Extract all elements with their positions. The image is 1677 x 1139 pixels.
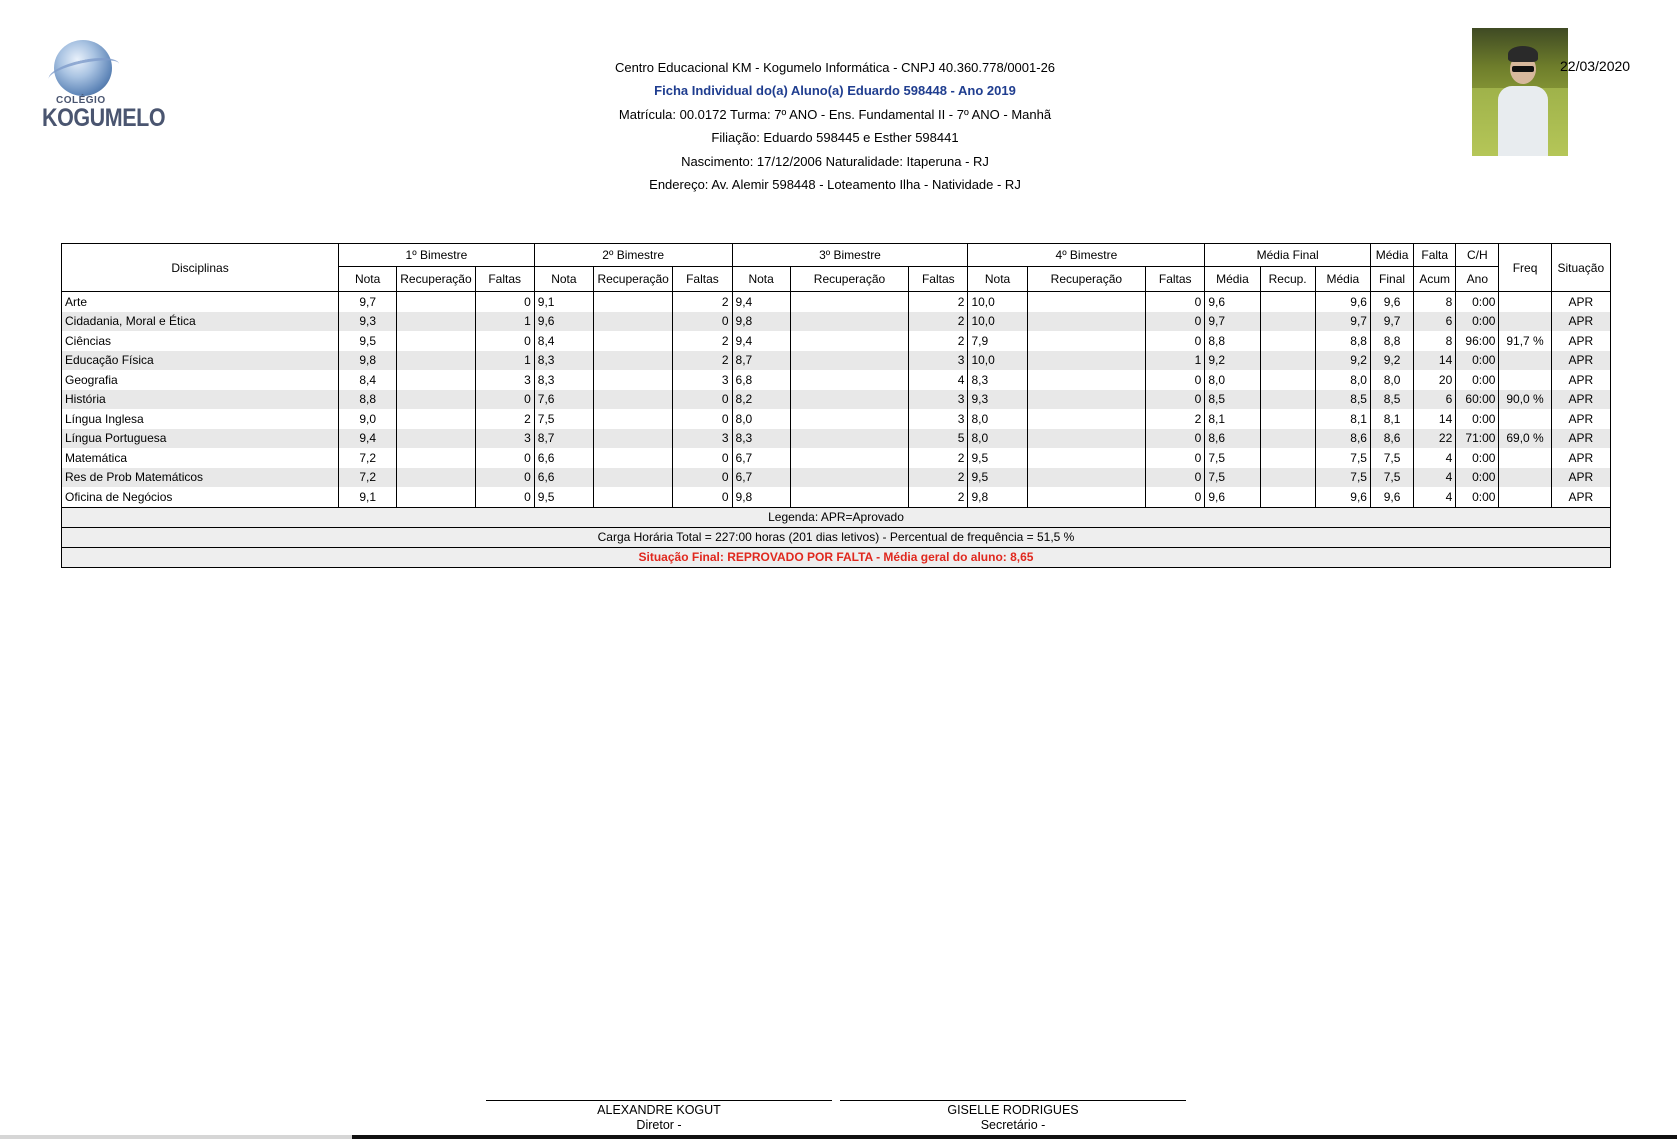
table-row — [62, 312, 1611, 332]
cell-ch: 0:00 — [1456, 409, 1499, 429]
sub-faltas: Faltas — [475, 267, 534, 292]
cell-r3 — [790, 390, 908, 410]
cell-r2 — [594, 292, 673, 312]
cell-n4: 10,0 — [968, 292, 1027, 312]
cell-f3: 2 — [909, 448, 968, 468]
cell-n4: 10,0 — [968, 351, 1027, 371]
cell-n3: 9,8 — [732, 312, 790, 332]
cell-r2 — [594, 351, 673, 371]
legend-row: Legenda: APR=Aprovado — [62, 507, 1611, 527]
cell-f4: 2 — [1146, 409, 1205, 429]
cell-f3: 2 — [909, 468, 968, 488]
cell-r1 — [397, 468, 475, 488]
logo-big-text: KOGUMELO — [42, 104, 166, 132]
cell-ch: 0:00 — [1456, 312, 1499, 332]
cell-med: 8,0 — [1205, 370, 1260, 390]
signature-line — [840, 1100, 1186, 1101]
cell-r3 — [790, 312, 908, 332]
col-disciplinas: Disciplinas — [62, 244, 339, 292]
table-row — [62, 487, 1611, 507]
cell-med2: 9,6 — [1315, 487, 1370, 507]
cell-n1: 8,8 — [339, 390, 397, 410]
cell-mfinal: 7,5 — [1370, 468, 1413, 488]
cell-facum: 14 — [1414, 409, 1456, 429]
cell-disc: Educação Física — [62, 351, 339, 371]
cell-r1 — [397, 292, 475, 312]
cell-f2: 0 — [673, 448, 732, 468]
cell-r4 — [1027, 429, 1145, 449]
cell-rec — [1260, 429, 1315, 449]
cell-freq — [1499, 409, 1551, 429]
cell-r1 — [397, 429, 475, 449]
cell-disc: Língua Portuguesa — [62, 429, 339, 449]
cell-rec — [1260, 390, 1315, 410]
signature-director — [486, 1100, 832, 1133]
filiacao-line: Filiação: Eduardo 598445 e Esther 598441 — [711, 130, 959, 146]
cell-r3 — [790, 370, 908, 390]
cell-n2: 8,3 — [534, 351, 593, 371]
cell-mfinal: 7,5 — [1370, 448, 1413, 468]
cell-f4: 0 — [1146, 312, 1205, 332]
cell-r2 — [594, 331, 673, 351]
cell-n4: 9,5 — [968, 448, 1027, 468]
cell-n4: 8,0 — [968, 429, 1027, 449]
cell-f4: 0 — [1146, 448, 1205, 468]
cell-r4 — [1027, 312, 1145, 332]
cell-n3: 6,7 — [732, 448, 790, 468]
cell-sit: APR — [1551, 487, 1610, 507]
grades-table — [61, 243, 1611, 568]
cell-facum: 6 — [1414, 390, 1456, 410]
page-bottom-bar — [0, 1135, 1677, 1139]
col-media-final: Média Final — [1205, 244, 1371, 267]
cell-r1 — [397, 370, 475, 390]
cell-n1: 9,3 — [339, 312, 397, 332]
cell-facum: 14 — [1414, 351, 1456, 371]
sub-media: Média — [1205, 267, 1260, 292]
cell-f2: 2 — [673, 351, 732, 371]
cell-facum: 4 — [1414, 468, 1456, 488]
cell-med2: 9,2 — [1315, 351, 1370, 371]
cell-r4 — [1027, 351, 1145, 371]
col-bimestre-2: 2º Bimestre — [534, 244, 732, 267]
sub-nota: Nota — [339, 267, 397, 292]
cell-rec — [1260, 331, 1315, 351]
cell-med2: 8,5 — [1315, 390, 1370, 410]
cell-f3: 3 — [909, 390, 968, 410]
cell-r1 — [397, 448, 475, 468]
cell-facum: 8 — [1414, 292, 1456, 312]
cell-freq — [1499, 370, 1551, 390]
cell-f2: 3 — [673, 370, 732, 390]
cell-ch: 0:00 — [1456, 351, 1499, 371]
cell-n4: 8,3 — [968, 370, 1027, 390]
sub-faltas: Faltas — [1146, 267, 1205, 292]
cell-r1 — [397, 312, 475, 332]
table-row — [62, 331, 1611, 351]
cell-r4 — [1027, 331, 1145, 351]
col-media: Média — [1370, 244, 1413, 267]
sub-nota: Nota — [732, 267, 790, 292]
cell-f3: 2 — [909, 487, 968, 507]
cell-sit: APR — [1551, 448, 1610, 468]
cell-r2 — [594, 429, 673, 449]
cell-f2: 0 — [673, 312, 732, 332]
cell-r2 — [594, 370, 673, 390]
final-status-row: Situação Final: REPROVADO POR FALTA - Média geral do aluno: 8,65 — [62, 547, 1611, 567]
cell-facum: 4 — [1414, 448, 1456, 468]
cell-med: 8,6 — [1205, 429, 1260, 449]
cell-ch: 96:00 — [1456, 331, 1499, 351]
cell-r1 — [397, 390, 475, 410]
cell-rec — [1260, 351, 1315, 371]
table-row — [62, 390, 1611, 410]
sub-recuperacao: Recuperação — [790, 267, 908, 292]
cell-sit: APR — [1551, 312, 1610, 332]
cell-rec — [1260, 370, 1315, 390]
document-date: 22/03/2020 — [1560, 58, 1631, 74]
signature-name: ALEXANDRE KOGUT — [597, 1103, 721, 1117]
cell-mfinal: 9,2 — [1370, 351, 1413, 371]
cell-f3: 5 — [909, 429, 968, 449]
cell-mfinal: 8,0 — [1370, 370, 1413, 390]
table-row — [62, 468, 1611, 488]
matricula-line: Matrícula: 00.0172 Turma: 7º ANO - Ens. Fundamental II - 7º ANO - Manhã — [618, 106, 1052, 122]
cell-ch: 60:00 — [1456, 390, 1499, 410]
cell-f1: 0 — [475, 487, 534, 507]
cell-r2 — [594, 409, 673, 429]
cell-f4: 0 — [1146, 390, 1205, 410]
cell-n4: 9,3 — [968, 390, 1027, 410]
cell-rec — [1260, 312, 1315, 332]
cell-n3: 6,7 — [732, 468, 790, 488]
signature-role: Diretor - — [636, 1118, 682, 1132]
cell-r1 — [397, 331, 475, 351]
cell-f1: 1 — [475, 351, 534, 371]
cell-med2: 7,5 — [1315, 468, 1370, 488]
cell-freq — [1499, 351, 1551, 371]
cell-n1: 8,4 — [339, 370, 397, 390]
cell-r3 — [790, 409, 908, 429]
table-row — [62, 409, 1611, 429]
cell-f1: 0 — [475, 448, 534, 468]
cell-r4 — [1027, 390, 1145, 410]
sub-recuperacao: Recuperação — [1027, 267, 1145, 292]
cell-facum: 8 — [1414, 331, 1456, 351]
cell-r2 — [594, 487, 673, 507]
cell-med: 9,7 — [1205, 312, 1260, 332]
cell-disc: Matemática — [62, 448, 339, 468]
document-title: Ficha Individual do(a) Aluno(a) Eduardo 598448 - Ano 2019 — [654, 83, 1016, 99]
cell-f2: 2 — [673, 331, 732, 351]
cell-r2 — [594, 312, 673, 332]
cell-n2: 7,6 — [534, 390, 593, 410]
cell-med: 9,6 — [1205, 292, 1260, 312]
cell-r3 — [790, 468, 908, 488]
col-freq: Freq — [1499, 244, 1551, 292]
cell-f4: 1 — [1146, 351, 1205, 371]
cell-f1: 2 — [475, 409, 534, 429]
col-bimestre-1: 1º Bimestre — [339, 244, 535, 267]
cell-n2: 8,4 — [534, 331, 593, 351]
signature-name: GISELLE RODRIGUES — [947, 1103, 1079, 1117]
cell-med2: 8,6 — [1315, 429, 1370, 449]
cell-freq — [1499, 312, 1551, 332]
cell-freq — [1499, 448, 1551, 468]
cell-disc: História — [62, 390, 339, 410]
cell-med2: 9,7 — [1315, 312, 1370, 332]
cell-n3: 6,8 — [732, 370, 790, 390]
cell-facum: 20 — [1414, 370, 1456, 390]
cell-f4: 0 — [1146, 468, 1205, 488]
cell-r4 — [1027, 448, 1145, 468]
sub-nota: Nota — [534, 267, 593, 292]
cell-mfinal: 8,8 — [1370, 331, 1413, 351]
cell-f2: 0 — [673, 468, 732, 488]
cell-ch: 0:00 — [1456, 448, 1499, 468]
cell-n2: 9,6 — [534, 312, 593, 332]
cell-sit: APR — [1551, 409, 1610, 429]
cell-r2 — [594, 390, 673, 410]
cell-f2: 2 — [673, 292, 732, 312]
cell-med2: 8,1 — [1315, 409, 1370, 429]
cell-disc: Cidadania, Moral e Ética — [62, 312, 339, 332]
cell-sit: APR — [1551, 331, 1610, 351]
sub-acum: Acum — [1414, 267, 1456, 292]
cell-freq: 90,0 % — [1499, 390, 1551, 410]
cell-n1: 9,0 — [339, 409, 397, 429]
cell-f2: 0 — [673, 409, 732, 429]
cell-freq — [1499, 468, 1551, 488]
cell-facum: 6 — [1414, 312, 1456, 332]
cell-f1: 1 — [475, 312, 534, 332]
cell-n2: 6,6 — [534, 468, 593, 488]
cell-disc: Ciências — [62, 331, 339, 351]
cell-f3: 4 — [909, 370, 968, 390]
cell-r3 — [790, 448, 908, 468]
school-line: Centro Educacional KM - Kogumelo Informática - CNPJ 40.360.778/0001-26 — [614, 60, 1056, 75]
cell-mfinal: 8,1 — [1370, 409, 1413, 429]
cell-ch: 71:00 — [1456, 429, 1499, 449]
cell-f1: 3 — [475, 429, 534, 449]
cell-n4: 8,0 — [968, 409, 1027, 429]
sub-recup: Recup. — [1260, 267, 1315, 292]
table-row — [62, 370, 1611, 390]
cell-n3: 9,4 — [732, 331, 790, 351]
cell-n4: 9,5 — [968, 468, 1027, 488]
col-falta: Falta — [1414, 244, 1456, 267]
cell-n4: 9,8 — [968, 487, 1027, 507]
cell-f3: 2 — [909, 312, 968, 332]
school-logo — [42, 38, 166, 138]
table-row — [62, 351, 1611, 371]
cell-sit: APR — [1551, 370, 1610, 390]
cell-freq: 69,0 % — [1499, 429, 1551, 449]
cell-sit: APR — [1551, 429, 1610, 449]
cell-r4 — [1027, 370, 1145, 390]
cell-f2: 3 — [673, 429, 732, 449]
student-photo — [1472, 28, 1568, 156]
cell-med: 7,5 — [1205, 448, 1260, 468]
cell-n1: 9,1 — [339, 487, 397, 507]
cell-mfinal: 9,6 — [1370, 292, 1413, 312]
sub-recuperacao: Recuperação — [397, 267, 475, 292]
cell-rec — [1260, 409, 1315, 429]
col-bimestre-3: 3º Bimestre — [732, 244, 968, 267]
cell-mfinal: 9,6 — [1370, 487, 1413, 507]
cell-f4: 0 — [1146, 370, 1205, 390]
cell-n2: 9,5 — [534, 487, 593, 507]
sub-recuperacao: Recuperação — [594, 267, 673, 292]
cell-n3: 8,2 — [732, 390, 790, 410]
cell-f1: 0 — [475, 468, 534, 488]
cell-n3: 8,3 — [732, 429, 790, 449]
cell-sit: APR — [1551, 468, 1610, 488]
cell-n3: 9,4 — [732, 292, 790, 312]
cell-n1: 7,2 — [339, 468, 397, 488]
cell-rec — [1260, 292, 1315, 312]
cell-mfinal: 8,6 — [1370, 429, 1413, 449]
cell-n2: 6,6 — [534, 448, 593, 468]
cell-n4: 7,9 — [968, 331, 1027, 351]
sub-final: Final — [1370, 267, 1413, 292]
logo-small-text: COLÉGIO — [56, 95, 106, 106]
cell-r3 — [790, 429, 908, 449]
cell-r2 — [594, 448, 673, 468]
cell-sit: APR — [1551, 351, 1610, 371]
cell-f4: 0 — [1146, 292, 1205, 312]
cell-f1: 0 — [475, 331, 534, 351]
cell-f3: 3 — [909, 409, 968, 429]
sub-faltas: Faltas — [909, 267, 968, 292]
cell-n2: 7,5 — [534, 409, 593, 429]
cell-f3: 2 — [909, 292, 968, 312]
cell-ch: 0:00 — [1456, 468, 1499, 488]
cell-sit: APR — [1551, 292, 1610, 312]
cell-med2: 7,5 — [1315, 448, 1370, 468]
cell-n1: 9,8 — [339, 351, 397, 371]
cell-f4: 0 — [1146, 331, 1205, 351]
cell-med: 8,1 — [1205, 409, 1260, 429]
sub-faltas: Faltas — [673, 267, 732, 292]
cell-med: 9,2 — [1205, 351, 1260, 371]
cell-mfinal: 8,5 — [1370, 390, 1413, 410]
cell-ch: 0:00 — [1456, 292, 1499, 312]
col-situacao: Situação — [1551, 244, 1610, 292]
cell-facum: 4 — [1414, 487, 1456, 507]
cell-n2: 8,3 — [534, 370, 593, 390]
cell-f4: 0 — [1146, 487, 1205, 507]
cell-rec — [1260, 487, 1315, 507]
table-row — [62, 429, 1611, 449]
cell-f2: 0 — [673, 390, 732, 410]
cell-med2: 8,8 — [1315, 331, 1370, 351]
cell-r3 — [790, 292, 908, 312]
cell-n3: 8,7 — [732, 351, 790, 371]
signature-secretary — [840, 1100, 1186, 1133]
cell-ch: 0:00 — [1456, 487, 1499, 507]
cell-r4 — [1027, 468, 1145, 488]
cell-n1: 7,2 — [339, 448, 397, 468]
cell-freq: 91,7 % — [1499, 331, 1551, 351]
cell-f1: 0 — [475, 390, 534, 410]
cell-rec — [1260, 468, 1315, 488]
cell-med: 8,8 — [1205, 331, 1260, 351]
cell-f4: 0 — [1146, 429, 1205, 449]
signature-line — [486, 1100, 832, 1101]
cell-n3: 8,0 — [732, 409, 790, 429]
sub-nota: Nota — [968, 267, 1027, 292]
cell-f1: 3 — [475, 370, 534, 390]
signature-role: Secretário - — [980, 1118, 1046, 1132]
table-row — [62, 292, 1611, 312]
cell-disc: Oficina de Negócios — [62, 487, 339, 507]
cell-r3 — [790, 351, 908, 371]
cell-med: 7,5 — [1205, 468, 1260, 488]
col-ch: C/H — [1456, 244, 1499, 267]
cell-r4 — [1027, 409, 1145, 429]
sub-media: Média — [1315, 267, 1370, 292]
cell-med2: 8,0 — [1315, 370, 1370, 390]
table-row — [62, 448, 1611, 468]
cell-f1: 0 — [475, 292, 534, 312]
sub-ano: Ano — [1456, 267, 1499, 292]
cell-med: 8,5 — [1205, 390, 1260, 410]
cell-r4 — [1027, 487, 1145, 507]
nascimento-line: Nascimento: 17/12/2006 Naturalidade: Itaperuna - RJ — [681, 153, 989, 169]
cell-n2: 9,1 — [534, 292, 593, 312]
document-header — [400, 56, 1270, 196]
cell-f3: 3 — [909, 351, 968, 371]
cell-disc: Língua Inglesa — [62, 409, 339, 429]
cell-r1 — [397, 487, 475, 507]
cell-r1 — [397, 409, 475, 429]
cell-rec — [1260, 448, 1315, 468]
cell-med2: 9,6 — [1315, 292, 1370, 312]
cell-r1 — [397, 351, 475, 371]
cell-n1: 9,5 — [339, 331, 397, 351]
cell-ch: 0:00 — [1456, 370, 1499, 390]
cell-n1: 9,7 — [339, 292, 397, 312]
cell-r3 — [790, 331, 908, 351]
cell-r2 — [594, 468, 673, 488]
cell-n3: 9,8 — [732, 487, 790, 507]
cell-n2: 8,7 — [534, 429, 593, 449]
cell-freq — [1499, 487, 1551, 507]
workload-row: Carga Horária Total = 227:00 horas (201 dias letivos) - Percentual de frequência = 51,5 % — [62, 527, 1611, 547]
endereco-line: Endereço: Av. Alemir 598448 - Loteamento Ilha - Natividade - RJ — [649, 177, 1021, 193]
cell-f2: 0 — [673, 487, 732, 507]
cell-n4: 10,0 — [968, 312, 1027, 332]
cell-sit: APR — [1551, 390, 1610, 410]
cell-disc: Res de Prob Matemáticos — [62, 468, 339, 488]
cell-n1: 9,4 — [339, 429, 397, 449]
cell-med: 9,6 — [1205, 487, 1260, 507]
cell-disc: Arte — [62, 292, 339, 312]
cell-f3: 2 — [909, 331, 968, 351]
cell-disc: Geografia — [62, 370, 339, 390]
col-bimestre-4: 4º Bimestre — [968, 244, 1205, 267]
cell-mfinal: 9,7 — [1370, 312, 1413, 332]
cell-r4 — [1027, 292, 1145, 312]
cell-freq — [1499, 292, 1551, 312]
cell-facum: 22 — [1414, 429, 1456, 449]
cell-r3 — [790, 487, 908, 507]
